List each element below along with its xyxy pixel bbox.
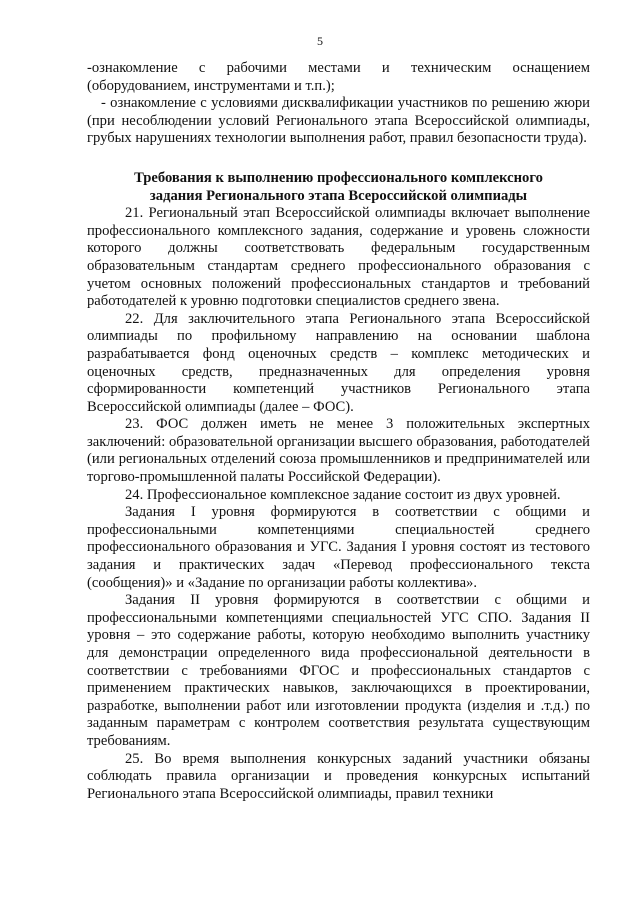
paragraph-25: 25. Во время выполнения конкурсных заданий участники обязаны соблюдать правила организации и проведения конкурсных испытаний Регионального этапа Всероссийской олимпиады, правил техники: [87, 750, 590, 802]
section-heading: [87, 170, 590, 205]
paragraph-22: 22. Для заключительного этапа Регионального этапа Всероссийской олимпиады по профильному направлению на основании шаблона разрабатывается фонд оценочных средств – комплекс методических и оценочных средств, предназначенных для определения уровня сформированности компетенций участников Регионального этапа Всероссийской олимпиады (далее – ФОС).: [87, 310, 590, 415]
paragraph-disqualification-conditions: - ознакомление с условиями дисквалификации участников по решению жюри (при несоблюдении условий Регионального этапа Всероссийской олимпиады, грубых нарушениях технологии выполнения работ, правил безопасности труда).: [87, 95, 590, 147]
paragraph-workplace-familiarization: -ознакомление с рабочими местами и техническим оснащением (оборудованием, инструментами и т.п.);: [87, 60, 590, 94]
paragraph-level-2-tasks: Задания II уровня формируются в соответствии с общими и профессиональными компетенциями специальностей УГС СПО. Задания II уровня – это содержание работы, которую необходимо выполнить участнику для демонстрации определенного вида профессиональной деятельности в соответствии с требованиями ФГОС и профессиональных стандартов с применением практических навыков, заключающихся в проектировании, разработке, выполнении работ или изготовлении продукта (изделия и .т.д.) по заданным параметрам с контролем соответствия результата существующим требованиям.: [87, 592, 590, 749]
section-heading-line-1: Требования к выполнению профессионального комплексного: [134, 169, 543, 186]
page-number: 5: [317, 34, 323, 48]
section-heading-line-2: задания Регионального этапа Всероссийской олимпиады: [149, 187, 528, 204]
paragraph-level-1-tasks: Задания I уровня формируются в соответствии с общими и профессиональными компетенциями специальностей среднего профессионального образования и УГС. Задания I уровня состоят из тестового задания и практических задач «Перевод профессионального текста (сообщения)» и «Задание по организации работы коллектива».: [87, 504, 590, 591]
paragraph-21: 21. Региональный этап Всероссийской олимпиады включает выполнение профессионального комплексного задания, содержание и уровень сложности которого должны соответствовать федеральным государственным образовательным стандартам среднего профессионального образования с учетом основных положений профессиональных стандартов и требований работодателей к уровню подготовки специалистов среднего звена.: [87, 205, 590, 310]
paragraph-23: 23. ФОС должен иметь не менее 3 положительных экспертных заключений: образовательной организации высшего образования, работодателей (или региональных отделений союза промышленников и предпринимателей или торгово-промышленной палаты Российской Федерации).: [87, 416, 590, 486]
document-body: [87, 60, 590, 803]
paragraph-24: 24. Профессиональное комплексное задание состоит из двух уровней.: [125, 486, 561, 503]
